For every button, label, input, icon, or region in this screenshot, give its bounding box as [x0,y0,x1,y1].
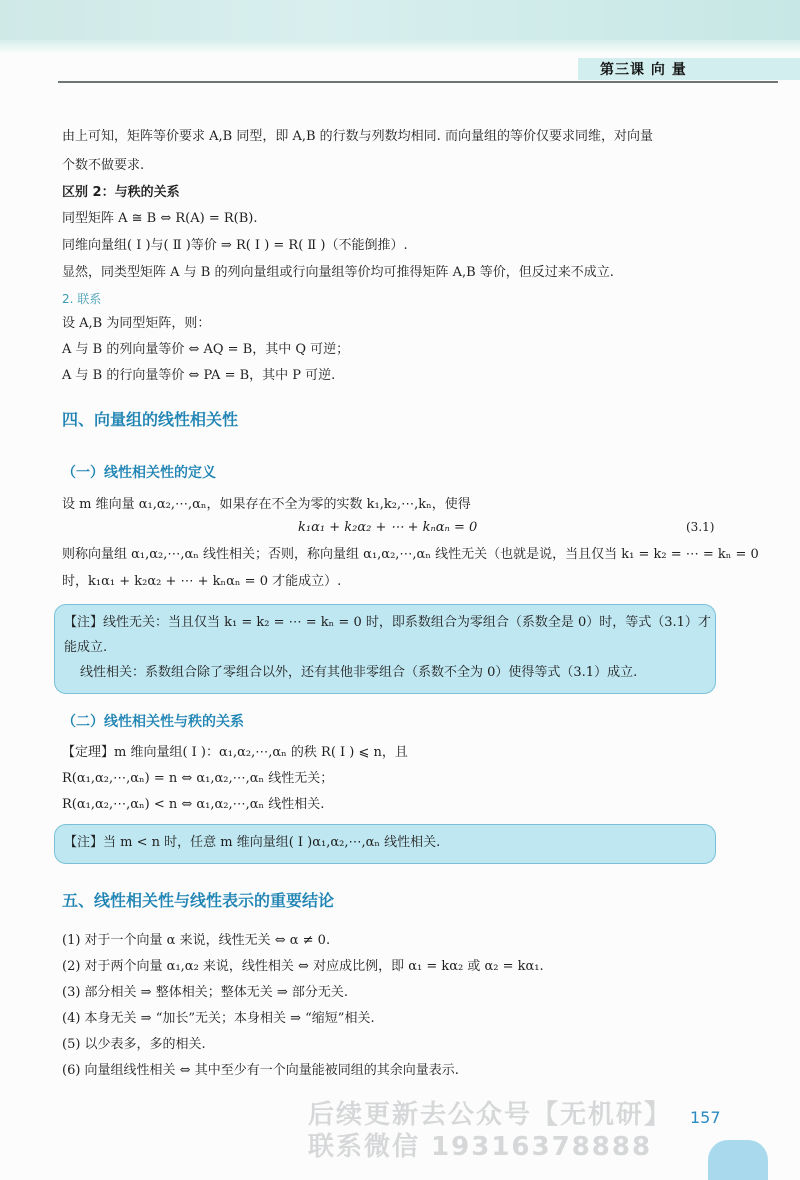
section-5-title: 五、线性相关性与线性表示的重要结论 [62,891,335,910]
conclusion-item: (2) 对于两个向量 α₁,α₂ 来说，线性相关 ⇔ 对应成比例，即 α₁ = kα₂ 或 α₂ = kα₁. [62,959,544,974]
conclusion-item: (6) 向量组线性相关 ⇔ 其中至少有一个向量能被同组的其余向量表示. [62,1063,459,1078]
intro-paragraph-line-2: 个数不做要求. [62,158,145,173]
section-4-subsection-2-title: （二）线性相关性与秩的关系 [62,714,244,730]
definition-line-2: 则称向量组 α₁,α₂,⋯,αₙ 线性相关；否则，称向量组 α₁,α₂,⋯,αₙ 线性无关（也就是说，当且仅当 k₁ = k₂ = ⋯ = kₙ = 0 [62,547,759,562]
difference-2-heading: 区别 2：与秩的关系 [62,185,180,200]
definition-line-1: 设 m 维向量 α₁,α₂,⋯,αₙ，如果存在不全为零的实数 k₁,k₂,⋯,kₙ，使得 [62,497,471,512]
watermark-line-1: 后续更新去公众号【无机研】 [308,1100,673,1130]
page-number: 157 [690,1108,721,1127]
difference-2-line-2: 同维向量组( Ⅰ )与( Ⅱ )等价 ⇒ R( Ⅰ ) = R( Ⅱ )（不能倒推）. [62,238,408,253]
running-header-title: 第三课 向 量 [600,62,687,78]
link-heading: 2. 联系 [62,292,102,306]
equation-3-1: k₁α₁ + k₂α₂ + ⋯ + kₙαₙ = 0 [298,520,478,535]
top-fade [0,40,800,54]
conclusion-item: (1) 对于一个向量 α 来说，线性无关 ⇔ α ≠ 0. [62,933,331,948]
note-1-line-1: 【注】线性无关：当且仅当 k₁ = k₂ = ⋯ = kₙ = 0 时，即系数组合为零组合（系数全是 0）时，等式（3.1）才 [64,615,711,630]
theorem-line-1: 【定理】m 维向量组( Ⅰ )：α₁,α₂,⋯,αₙ 的秩 R( Ⅰ ) ⩽ n，且 [62,745,408,760]
conclusion-item: (3) 部分相关 ⇒ 整体相关；整体无关 ⇒ 部分无关. [62,985,348,1000]
definition-line-3: 时，k₁α₁ + k₂α₂ + ⋯ + kₙαₙ = 0 才能成立）. [62,574,342,589]
equation-number: (3.1) [686,520,715,534]
theorem-line-3: R(α₁,α₂,⋯,αₙ) < n ⇔ α₁,α₂,⋯,αₙ 线性相关. [62,797,325,812]
link-line-3: A 与 B 的行向量等价 ⇔ PA = B，其中 P 可逆. [62,368,336,383]
difference-2-line-1: 同型矩阵 A ≅ B ⇔ R(A) = R(B). [62,211,258,226]
difference-2-line-3: 显然，同类型矩阵 A 与 B 的列向量组或行向量组等价均可推得矩阵 A,B 等价，但反过来不成立. [62,265,614,280]
section-4-subsection-1-title: （一）线性相关性的定义 [62,465,216,481]
intro-paragraph-line-1: 由上可知，矩阵等价要求 A,B 同型，即 A,B 的行数与列数均相同. 而向量组的等价仅要求同维，对向量 [62,129,653,144]
conclusion-item: (4) 本身无关 ⇒ “加长”无关；本身相关 ⇒ “缩短”相关. [62,1011,375,1026]
link-line-2: A 与 B 的列向量等价 ⇔ AQ = B，其中 Q 可逆； [62,342,350,357]
link-line-1: 设 A,B 为同型矩阵，则： [62,316,211,331]
theorem-line-2: R(α₁,α₂,⋯,αₙ) = n ⇔ α₁,α₂,⋯,αₙ 线性无关； [62,771,334,786]
watermark-line-2: 联系微信 19316378888 [308,1132,653,1162]
note-2-text: 【注】当 m < n 时，任意 m 维向量组( Ⅰ )α₁,α₂,⋯,αₙ 线性相关. [64,835,441,850]
note-1-line-2: 能成立. [64,640,108,655]
header-rule [58,81,778,83]
conclusion-item: (5) 以少表多，多的相关. [62,1037,206,1052]
corner-decoration [708,1140,768,1180]
note-1-line-3: 线性相关：系数组合除了零组合以外，还有其他非零组合（系数不全为 0）使得等式（3.1）成立. [80,665,638,680]
section-4-title: 四、向量组的线性相关性 [62,410,239,429]
top-decorative-strip [0,0,800,40]
